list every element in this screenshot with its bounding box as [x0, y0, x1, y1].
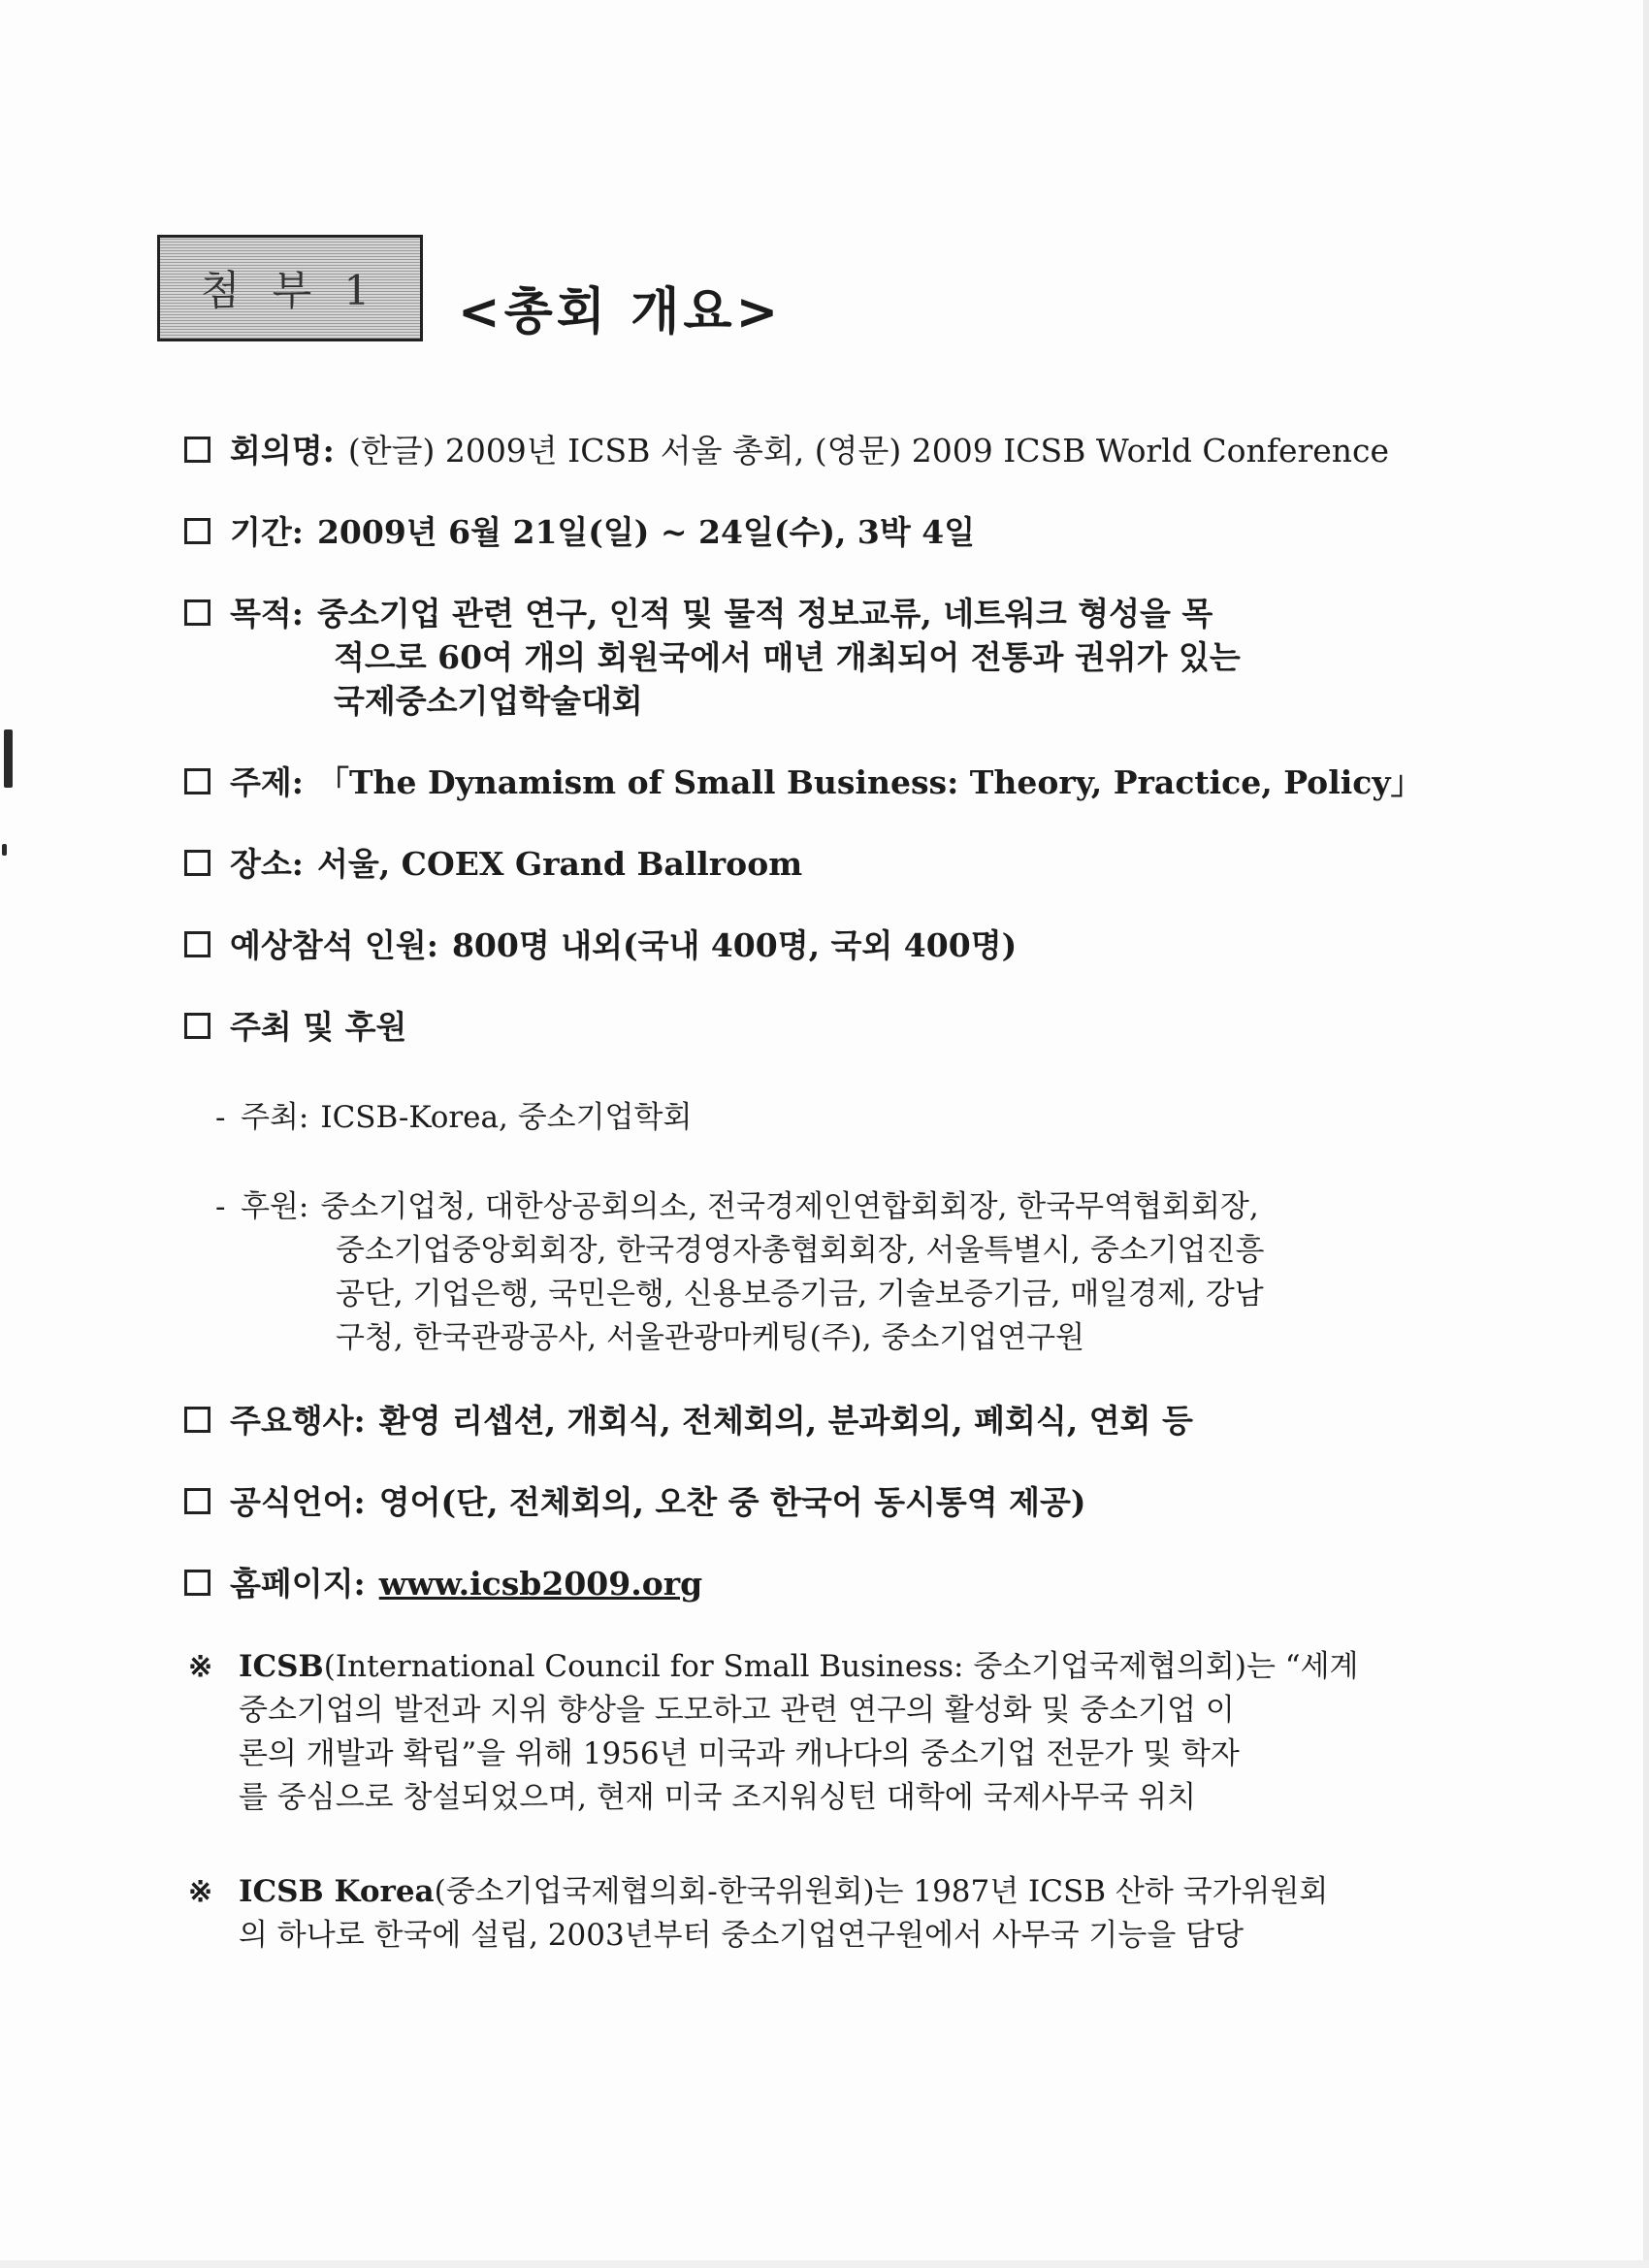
sub-item-label: 후원: — [241, 1189, 309, 1224]
sub-item-sponsors: - 후원: 중소기업청, 대한상공회의소, 전국경제인연합회회장, 한국무역협회회장, — [215, 1185, 1259, 1229]
item-value: (한글) 2009년 ICSB 서울 총회, (영문) 2009 ICSB World Conference — [347, 432, 1390, 470]
scan-edge — [1643, 0, 1649, 2268]
note-line: 의 하나로 한국에 설립, 2003년부터 중소기업연구원에서 사무국 기능을 담당 — [239, 1918, 1245, 1953]
checkbox-icon — [184, 1013, 210, 1039]
item-value: 영어(단, 전체회의, 오찬 중 한국어 동시통역 제공) — [378, 1483, 1086, 1521]
scan-speck — [2, 844, 7, 856]
item-label: 기간: — [230, 513, 304, 551]
item-conference-name — [184, 429, 1389, 472]
item-label: 목적: — [230, 595, 304, 632]
item-label: 예상참석 인원: — [230, 926, 438, 964]
item-label: 공식언어: — [230, 1483, 366, 1521]
note-icsb-korea — [188, 1870, 1328, 1914]
item-label: 회의명: — [230, 432, 335, 470]
item-label: 장소: — [230, 845, 304, 883]
reference-mark-icon: ※ — [188, 1875, 213, 1909]
sub-item-value-line: 공단, 기업은행, 국민은행, 신용보증기금, 기술보증기금, 매일경제, 강남 — [336, 1277, 1264, 1312]
item-value: 환영 리셉션, 개회식, 전체회의, 분과회의, 폐회식, 연회 등 — [378, 1402, 1193, 1440]
checkbox-icon — [184, 518, 210, 544]
item-value: 서울, COEX Grand Ballroom — [316, 845, 803, 883]
item-value: 800명 내외(국내 400명, 국외 400명) — [451, 926, 1018, 964]
attachment-label: 첨 부 1 — [200, 267, 380, 314]
item-attendance — [184, 923, 1017, 967]
item-period — [184, 510, 975, 554]
attachment-label-box — [157, 235, 423, 341]
sub-item-label: 주최: — [241, 1100, 309, 1135]
item-purpose — [184, 592, 1212, 635]
item-label: 주요행사: — [230, 1402, 366, 1440]
checkbox-icon — [184, 768, 210, 794]
item-hosts — [184, 1005, 420, 1049]
checkbox-icon — [184, 1488, 210, 1514]
note-line: 를 중심으로 창설되었으며, 현재 미국 조지워싱턴 대학에 국제사무국 위치 — [239, 1780, 1197, 1815]
sub-item-organizer: - 주최: ICSB-Korea, 중소기업학회 — [215, 1096, 692, 1140]
item-label: 주최 및 후원 — [230, 1008, 407, 1046]
note-line: (중소기업국제협의회-한국위원회)는 1987년 ICSB 산하 국가위원회 — [434, 1874, 1329, 1909]
reference-mark-icon: ※ — [188, 1650, 213, 1684]
note-line: 론의 개발과 확립”을 위해 1956년 미국과 캐나다의 중소기업 전문가 및 학자 — [239, 1736, 1240, 1771]
item-events — [184, 1399, 1193, 1442]
note-lead: ICSB Korea — [239, 1874, 435, 1909]
sub-item-value-line: 구청, 한국관광공사, 서울관광마케팅(주), 중소기업연구원 — [336, 1320, 1085, 1355]
item-language — [184, 1480, 1086, 1524]
scan-speck — [4, 729, 13, 788]
note-line: (International Council for Small Business: 중소기업국제협의회)는 “세계 — [323, 1649, 1359, 1684]
item-value-line: 중소기업 관련 연구, 인적 및 물적 정보교류, 네트워크 형성을 목 — [316, 595, 1213, 632]
item-value: 「The Dynamism of Small Business: Theory, Practice, Policy」 — [316, 763, 1423, 801]
item-homepage — [184, 1562, 702, 1605]
item-label: 주제: — [230, 763, 304, 801]
checkbox-icon — [184, 1570, 210, 1596]
item-value-line: 국제중소기업학술대회 — [334, 682, 643, 720]
checkbox-icon — [184, 931, 210, 957]
item-value: 2009년 6월 21일(일) ~ 24일(수), 3박 4일 — [316, 513, 976, 551]
sub-item-value-line: 중소기업중앙회회장, 한국경영자총협회회장, 서울특별시, 중소기업진흥 — [336, 1233, 1265, 1268]
checkbox-icon — [184, 437, 210, 463]
item-venue — [184, 842, 802, 886]
page-title: <총회 개요> — [458, 283, 783, 341]
item-theme — [184, 761, 1423, 804]
note-icsb — [188, 1645, 1359, 1689]
item-label: 홈페이지: — [230, 1565, 366, 1603]
note-line: 중소기업의 발전과 지위 향상을 도모하고 관련 연구의 활성화 및 중소기업 이 — [239, 1693, 1235, 1728]
homepage-link[interactable]: www.icsb2009.org — [378, 1565, 703, 1603]
checkbox-icon — [184, 1407, 210, 1433]
item-value-line: 적으로 60여 개의 회원국에서 매년 개최되어 전통과 권위가 있는 — [334, 638, 1241, 676]
checkbox-icon — [184, 599, 210, 626]
sub-item-value-line: 중소기업청, 대한상공회의소, 전국경제인연합회회장, 한국무역협회회장, — [320, 1189, 1259, 1224]
note-lead: ICSB — [239, 1649, 324, 1684]
scan-edge-bottom — [0, 2260, 1649, 2268]
checkbox-icon — [184, 850, 210, 876]
sub-item-value: ICSB-Korea, 중소기업학회 — [320, 1100, 693, 1135]
